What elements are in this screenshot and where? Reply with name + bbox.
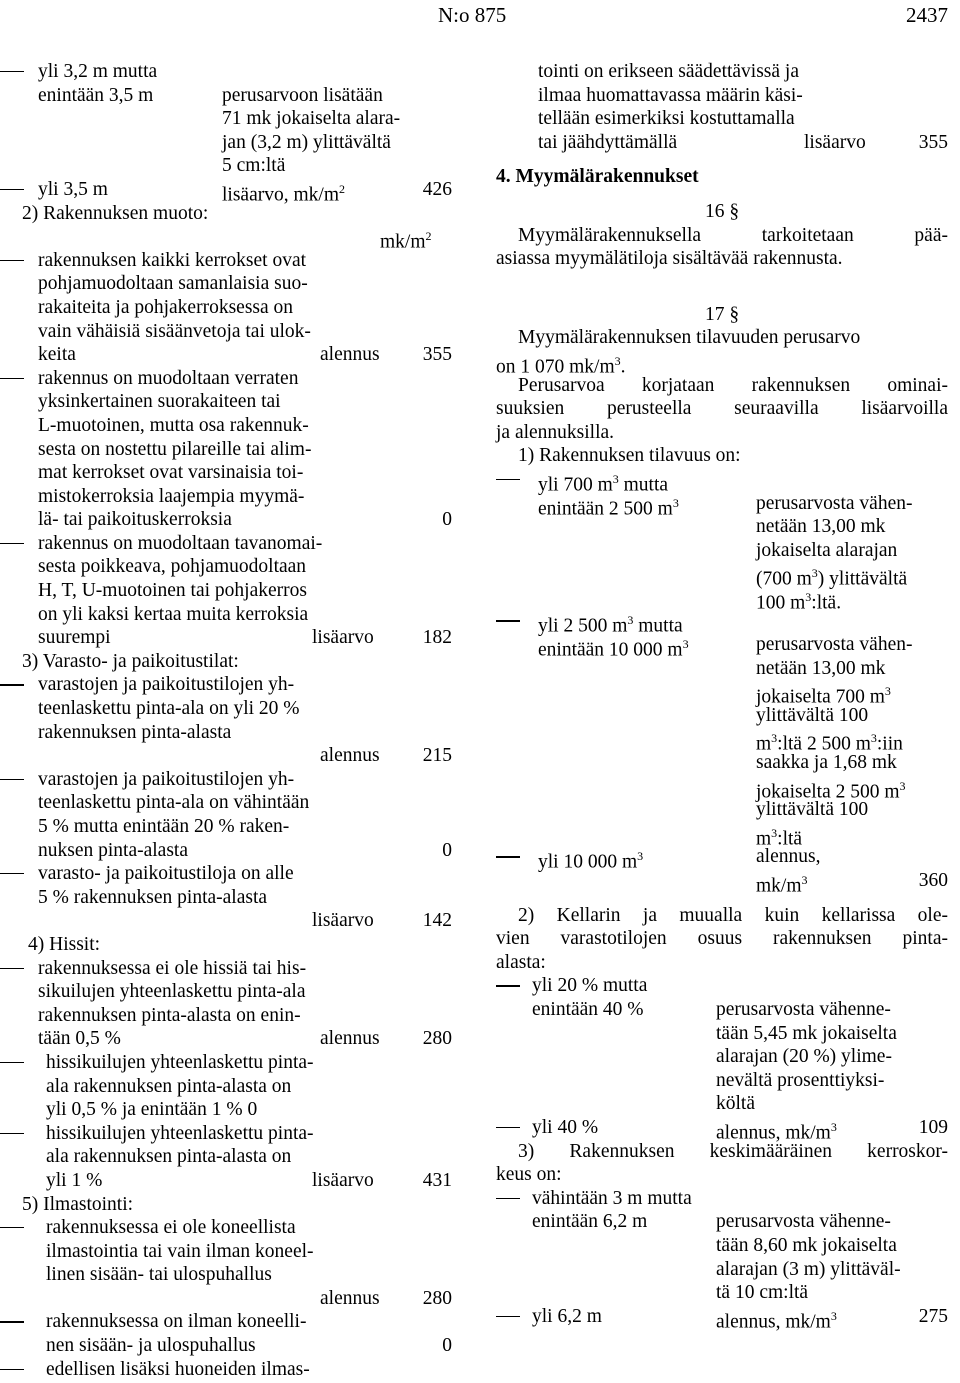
text: lisäarvo (804, 131, 866, 153)
text-line (496, 998, 948, 1022)
list-item (496, 845, 948, 873)
text: netään 13,00 mk (756, 516, 886, 538)
text: :ltä 2 500 m (777, 733, 871, 755)
text-line (496, 397, 948, 421)
text: 426 (422, 178, 452, 200)
list-item (0, 673, 456, 697)
text-line (496, 822, 948, 850)
section-heading (496, 165, 948, 189)
text: pohjamuodoltaan samanlaisia suo- (38, 273, 308, 295)
list-item (0, 862, 456, 886)
text: rakennuksen pinta-alasta (38, 721, 232, 743)
text: Myymälärakennuksella tarkoitetaan pää- (518, 224, 948, 246)
text: enintään 2 500 m (538, 498, 673, 519)
text: 4. Myymälärakennukset (496, 166, 699, 188)
section-title (0, 202, 456, 226)
text: alennus, mk/m (716, 1122, 831, 1144)
text: yksinkertainen suorakaiteen tai (38, 391, 281, 413)
em-dash (0, 1133, 24, 1134)
text: rakennuksen kaikki kerrokset ovat (38, 249, 307, 271)
text: keus on: (496, 1164, 562, 1186)
text-line (496, 1258, 948, 1282)
text: 3 (899, 778, 906, 793)
text: alennus (320, 1028, 380, 1050)
text: alennus (320, 1287, 380, 1309)
text: jan (3,2 m) ylittävältä (222, 131, 391, 153)
text: vain vähäisiä sisäänvetoja tai ulok- (38, 320, 311, 342)
list-item (0, 1358, 456, 1382)
text: 431 (422, 1169, 452, 1191)
list-item (0, 178, 456, 206)
text: sesta poikkeava, pohjamuodoltaan (38, 556, 307, 578)
text-line (496, 751, 948, 775)
text-line (0, 1169, 456, 1193)
text: tointi on erikseen säädettävissä ja (538, 61, 800, 82)
text: 3 (811, 566, 818, 581)
text: ja alennuksilla. (496, 421, 615, 443)
text-line (0, 1240, 456, 1264)
text: 3 (614, 353, 621, 368)
text: mutta (618, 474, 669, 496)
text: 2 (425, 229, 432, 244)
em-dash (0, 1369, 24, 1370)
text-line (496, 1045, 948, 1069)
text-line (0, 839, 456, 863)
text: jokaiselta 2 500 m (756, 781, 900, 803)
left-column (0, 60, 456, 1381)
list-item (0, 60, 456, 84)
text: ylittävältä 100 (756, 704, 869, 726)
text: 0 (442, 1335, 452, 1357)
text-line (496, 1234, 948, 1258)
text-line (0, 131, 456, 155)
text-line (496, 927, 948, 951)
text-line (496, 60, 948, 84)
text-line (0, 697, 456, 721)
text: 4) Hissit: (28, 933, 101, 955)
text: hissikuilujen yhteenlaskettu pinta- (46, 1051, 314, 1073)
text: 3 (830, 1119, 837, 1134)
text: asiassa myymälätiloja sisältävää rakennusta. (496, 248, 843, 270)
text-line (496, 951, 948, 975)
text: mutta (633, 615, 683, 637)
text: varastojen ja paikoitustilojen yh- (38, 674, 295, 696)
text-line (496, 107, 948, 131)
text: 2 (338, 181, 345, 196)
text-line (496, 1092, 948, 1116)
text: sesta on nostettu pilareille tai alim- (38, 438, 312, 460)
text-line (496, 1022, 948, 1046)
text: enintään 40 % (532, 998, 644, 1020)
em-dash (0, 873, 24, 874)
section-title (0, 650, 456, 674)
text: Perusarvoa korjataan rakennuksen ominai- (518, 374, 948, 396)
text: ylittävältä 100 (756, 799, 869, 821)
text: keita (38, 344, 76, 366)
text: vähintään 3 m mutta (532, 1187, 692, 1209)
text: ala rakennuksen pinta-alasta on (46, 1075, 292, 1097)
text: ) ylittävältä (817, 568, 908, 590)
text: . (620, 356, 626, 378)
text: linen sisään- tai ulospuhallus (46, 1264, 272, 1286)
text: L-muotoinen, mutta osa rakennuk- (38, 414, 309, 436)
text: 355 (422, 344, 452, 366)
page-number: 2437 (906, 3, 948, 27)
list-item (0, 957, 456, 981)
text: 3 (682, 637, 689, 652)
section-title (0, 1193, 456, 1217)
text: m (756, 828, 772, 850)
text: yli 6,2 m (532, 1305, 602, 1327)
text: mat kerrokset ovat varsinaisia toi- (38, 462, 304, 484)
text-line (0, 886, 456, 910)
text: suurempi (38, 627, 111, 649)
text-line (0, 107, 456, 131)
list-item (0, 1122, 456, 1146)
text: yli 40 % (532, 1116, 599, 1138)
text: teenlaskettu pinta-ala on vähintään (38, 792, 310, 814)
text: 3 (672, 495, 679, 510)
text: rakennus on muodoltaan verraten (38, 367, 299, 389)
list-item (496, 468, 948, 496)
text: yli 1 % (46, 1169, 103, 1191)
text-line (0, 721, 456, 745)
text-line (496, 131, 948, 155)
section-title (496, 444, 948, 468)
em-dash (0, 1227, 24, 1228)
text: perusarvosta vähenne- (716, 1211, 891, 1233)
text: 142 (422, 910, 452, 932)
text: edellisen lisäksi huoneiden ilmas- (46, 1358, 310, 1380)
text: perusarvoon lisätään (222, 84, 383, 106)
section-title (496, 1140, 948, 1164)
list-item (496, 1305, 948, 1333)
text: 182 (422, 627, 452, 649)
em-dash (0, 1321, 24, 1322)
text-line (496, 1163, 948, 1187)
page-number-label: N:o 875 (438, 3, 507, 27)
list-item (0, 249, 456, 273)
text: 3 (637, 849, 644, 864)
text: saakka ja 1,68 mk (756, 752, 897, 774)
text-line (496, 562, 948, 590)
text-line (0, 909, 456, 933)
text: 3 (771, 825, 778, 840)
text: teenlaskettu pinta-ala on yli 20 % (38, 698, 300, 720)
paragraph-number (496, 200, 948, 224)
text: 3 (805, 589, 812, 604)
em-dash (496, 985, 520, 986)
text-line (0, 579, 456, 603)
list-item (0, 532, 456, 556)
text-line (0, 225, 456, 253)
list-item (0, 84, 456, 108)
text: rakennus on muodoltaan tavanomai- (38, 532, 323, 554)
text-line (496, 350, 948, 378)
text-line (496, 775, 948, 803)
text-line (0, 744, 456, 768)
text: lisäarvo (312, 1169, 374, 1191)
text-line (0, 154, 456, 178)
list-item (0, 1216, 456, 1240)
text-line (496, 1281, 948, 1305)
text: :iin (876, 733, 903, 755)
em-dash (0, 779, 24, 780)
text: alennus (320, 344, 380, 366)
text-line (496, 727, 948, 755)
text-line (496, 515, 948, 539)
list-item (0, 367, 456, 391)
text: 0 (442, 839, 452, 861)
text: 280 (422, 1287, 452, 1309)
text-line (0, 343, 456, 367)
text: 3 (870, 731, 877, 746)
section-title (0, 933, 456, 957)
text: m (756, 733, 772, 755)
section-title (496, 904, 948, 928)
em-dash (496, 1127, 520, 1128)
text: alarajan (3 m) ylittäväl- (716, 1258, 901, 1280)
text: 215 (422, 745, 452, 767)
text: yli 700 m (538, 474, 613, 496)
text: ilmastointia tai vain ilman koneel- (46, 1240, 314, 1262)
text: tellään esimerkiksi kostuttamalla (538, 108, 795, 130)
text-line (0, 414, 456, 438)
text: lisäarvo, mk/m (222, 184, 339, 206)
text-line (496, 84, 948, 108)
text: vien varastotilojen osuus rakennuksen pinta- (496, 928, 948, 950)
text-line (0, 1263, 456, 1287)
text: 3 (801, 873, 808, 887)
text: :ltä (777, 828, 803, 850)
text-line (0, 980, 456, 1004)
text: suuksien perusteella seuraavilla lisäarvoilla (496, 398, 948, 420)
text: nevältä prosenttiyksi- (716, 1069, 885, 1091)
em-dash (496, 1198, 520, 1199)
list-item (0, 1051, 456, 1075)
text-line (496, 704, 948, 728)
text: sikuilujen yhteenlaskettu pinta-ala (38, 981, 306, 1003)
text: yli 2 500 m (538, 615, 628, 637)
em-dash (496, 856, 520, 857)
text: 109 (918, 1116, 948, 1138)
list-item (0, 1310, 456, 1334)
text: 280 (422, 1028, 452, 1050)
text: 16 § (704, 200, 740, 222)
text: perusarvosta vähenne- (716, 998, 891, 1020)
text-line (0, 296, 456, 320)
text: 3 (830, 1308, 837, 1323)
text: tään 5,45 mk jokaiselta (716, 1022, 897, 1044)
text: tään 8,60 mk jokaiselta (716, 1234, 897, 1256)
text: rakennuksessa on ilman koneelli- (46, 1311, 307, 1333)
list-item (496, 1116, 948, 1144)
text: 5) Ilmastointi: (22, 1193, 134, 1215)
text-line (496, 1069, 948, 1093)
text-line (496, 633, 948, 661)
list-item (496, 1187, 948, 1211)
text: 3) Varasto- ja paikoitustilat: (22, 650, 239, 672)
text: ala rakennuksen pinta-alasta on (46, 1146, 292, 1168)
text: lisäarvo (312, 910, 374, 932)
text: 0 (442, 509, 452, 531)
text-line (496, 1210, 948, 1234)
text: rakennuksessa ei ole koneellista (46, 1217, 296, 1239)
text: rakennuksen pinta-alasta on enin- (38, 1004, 301, 1026)
text: enintään 10 000 m (538, 639, 683, 661)
paragraph-text (496, 326, 948, 350)
text: rakaiteita ja pohjakerroksessa on (38, 296, 294, 318)
text: :ltä. (811, 592, 842, 614)
text-line (0, 461, 456, 485)
text-line (0, 1004, 456, 1028)
text-line (0, 320, 456, 344)
text-line (0, 390, 456, 414)
text: 3 (612, 471, 619, 486)
text-line (0, 626, 456, 650)
text: alasta: (496, 951, 546, 973)
text-line (0, 1334, 456, 1358)
text: jokaiselta 700 m (756, 686, 885, 708)
text: ilmaa huomattavassa määrin käsi- (538, 84, 803, 106)
text: 71 mk jokaiselta alara- (222, 108, 401, 130)
text-line (0, 272, 456, 296)
text-line (496, 247, 948, 271)
list-item (496, 974, 948, 998)
text: alennus, mk/m (716, 1311, 831, 1333)
text: rakennuksessa ei ole hissiä tai his- (38, 957, 307, 979)
text: yli 10 000 m (538, 851, 638, 873)
text: on 1 070 mk/m (496, 356, 615, 378)
text-line (0, 815, 456, 839)
text: 3 (771, 731, 778, 746)
text: enintään 3,5 m (38, 84, 154, 106)
em-dash (0, 378, 24, 379)
text-line (0, 791, 456, 815)
text-line (496, 586, 948, 614)
list-item (0, 768, 456, 792)
text-line (496, 869, 948, 897)
text: 17 § (704, 303, 740, 325)
text: lä- tai paikoituskerroksia (38, 509, 232, 531)
text (756, 869, 808, 898)
text: yli 0,5 % ja enintään 1 % 0 (46, 1099, 258, 1121)
text: költä (716, 1093, 755, 1115)
text: 360 (918, 870, 948, 891)
text-line (0, 438, 456, 462)
text-line (496, 680, 948, 708)
text: varasto- ja paikoitustiloja on alle (38, 863, 294, 885)
em-dash (0, 684, 24, 685)
text-line (0, 1287, 456, 1311)
text: 5 % mutta enintään 20 % raken- (38, 816, 290, 837)
text-line (496, 374, 948, 398)
text-line (0, 1027, 456, 1051)
text-line (496, 492, 948, 519)
text-line (0, 603, 456, 627)
text: 2) Kellarin ja muualla kuin kellarissa ole- (518, 904, 948, 926)
text: 275 (918, 1305, 948, 1327)
text: alennus (320, 745, 380, 767)
text: nen sisään- ja ulospuhallus (46, 1335, 256, 1357)
text: lisäarvo (312, 627, 374, 649)
text: H, T, U-muotoinen tai pohjakerros (38, 580, 307, 602)
text: mistokerroksia laajempia myymä- (38, 485, 305, 507)
em-dash (496, 620, 520, 621)
text: alennus, (756, 846, 821, 868)
text: nuksen pinta-alasta (38, 839, 188, 861)
em-dash (496, 479, 520, 480)
text: 100 m (756, 592, 806, 614)
list-item (496, 609, 948, 637)
text: tai jäähdyttämällä (538, 131, 678, 153)
em-dash (0, 71, 24, 72)
text: Myymälärakennuksen tilavuuden perusarvo (518, 327, 861, 349)
text-line (496, 798, 948, 822)
text-line (0, 1145, 456, 1169)
text: 5 cm:ltä (222, 155, 286, 177)
text-line (496, 657, 948, 681)
text: 355 (918, 131, 948, 153)
paragraph-text (496, 224, 948, 248)
text: (700 m (756, 568, 812, 590)
em-dash (0, 1062, 24, 1063)
text: 3 (627, 613, 634, 628)
em-dash (496, 1316, 520, 1317)
text: 3) Rakennuksen keskimääräinen kerroskor- (518, 1140, 948, 1162)
em-dash (0, 543, 24, 544)
text: tään 0,5 % (38, 1028, 121, 1050)
text: 2) Rakennuksen muoto: (22, 202, 209, 224)
text: 5 % rakennuksen pinta-alasta (38, 886, 268, 908)
text (716, 1305, 837, 1334)
text: on yli kaksi kertaa muita kerroksia (38, 603, 309, 625)
text: mk/m (756, 875, 802, 897)
text: tä 10 cm:ltä (716, 1282, 809, 1304)
text: netään 13,00 mk (756, 657, 886, 679)
em-dash (0, 189, 24, 190)
em-dash (0, 968, 24, 969)
em-dash (0, 260, 24, 261)
text-line (0, 555, 456, 579)
text: 3 (884, 684, 891, 699)
text: enintään 6,2 m (532, 1211, 648, 1233)
text-line (0, 508, 456, 532)
text-line (0, 1075, 456, 1099)
text: alarajan (20 %) ylime- (716, 1046, 892, 1068)
text-line (496, 421, 948, 445)
text: yli 20 % mutta (532, 975, 648, 997)
paragraph-number (496, 303, 948, 327)
text-line (0, 1098, 456, 1122)
text: yli 3,5 m (38, 178, 108, 200)
text: mk/m (380, 231, 426, 253)
right-column (496, 60, 948, 1333)
text: perusarvosta vähen- (756, 634, 913, 656)
text: varastojen ja paikoitustilojen yh- (38, 768, 295, 790)
text-line (496, 539, 948, 563)
text: hissikuilujen yhteenlaskettu pinta- (46, 1122, 314, 1144)
text-line (0, 485, 456, 509)
text: perusarvosta vähen- (756, 492, 913, 514)
text: jokaiselta alarajan (756, 539, 898, 561)
text: yli 3,2 m mutta (38, 61, 158, 82)
text: 1) Rakennuksen tilavuus on: (518, 445, 741, 467)
